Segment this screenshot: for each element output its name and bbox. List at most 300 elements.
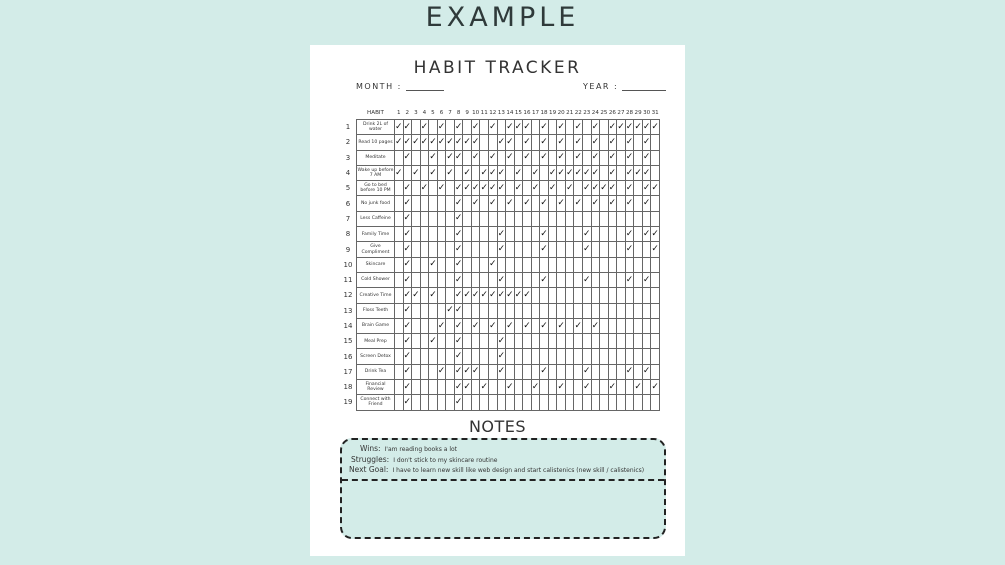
checkmark-icon[interactable]: ✓ xyxy=(489,318,498,333)
day-cell[interactable] xyxy=(514,196,523,211)
day-cell[interactable] xyxy=(429,120,438,135)
checkmark-icon[interactable]: ✓ xyxy=(437,120,446,135)
day-cell[interactable] xyxy=(565,150,574,165)
day-cell[interactable] xyxy=(506,242,515,257)
day-cell[interactable] xyxy=(514,364,523,379)
checkmark-icon[interactable]: ✓ xyxy=(523,288,532,303)
day-cell[interactable] xyxy=(634,181,643,196)
checkmark-icon[interactable]: ✓ xyxy=(574,120,583,135)
checkmark-icon[interactable]: ✓ xyxy=(471,364,480,379)
day-cell[interactable] xyxy=(600,196,609,211)
day-cell[interactable] xyxy=(557,349,566,364)
day-cell[interactable] xyxy=(600,318,609,333)
day-cell[interactable] xyxy=(395,364,404,379)
day-cell[interactable] xyxy=(514,135,523,150)
day-cell[interactable] xyxy=(548,380,557,395)
checkmark-icon[interactable]: ✓ xyxy=(557,196,566,211)
checkmark-icon[interactable]: ✓ xyxy=(446,135,455,150)
day-cell[interactable] xyxy=(565,288,574,303)
checkmark-icon[interactable]: ✓ xyxy=(454,395,463,410)
checkmark-icon[interactable]: ✓ xyxy=(429,288,438,303)
day-cell[interactable] xyxy=(608,288,617,303)
day-cell[interactable] xyxy=(437,196,446,211)
day-cell[interactable] xyxy=(642,288,651,303)
day-cell[interactable] xyxy=(634,196,643,211)
checkmark-icon[interactable]: ✓ xyxy=(523,135,532,150)
checkmark-icon[interactable]: ✓ xyxy=(540,318,549,333)
day-cell[interactable] xyxy=(412,257,421,272)
day-cell[interactable] xyxy=(429,181,438,196)
day-cell[interactable] xyxy=(420,242,429,257)
day-cell[interactable] xyxy=(642,349,651,364)
day-cell[interactable] xyxy=(471,380,480,395)
day-cell[interactable] xyxy=(625,395,634,410)
checkmark-icon[interactable]: ✓ xyxy=(514,120,523,135)
day-cell[interactable] xyxy=(651,395,660,410)
checkmark-icon[interactable]: ✓ xyxy=(642,227,651,242)
checkmark-icon[interactable]: ✓ xyxy=(557,380,566,395)
day-cell[interactable] xyxy=(583,211,592,226)
day-cell[interactable] xyxy=(395,242,404,257)
day-cell[interactable] xyxy=(565,211,574,226)
day-cell[interactable] xyxy=(557,288,566,303)
checkmark-icon[interactable]: ✓ xyxy=(446,303,455,318)
day-cell[interactable] xyxy=(480,211,489,226)
day-cell[interactable] xyxy=(565,380,574,395)
checkmark-icon[interactable]: ✓ xyxy=(497,288,506,303)
day-cell[interactable] xyxy=(591,395,600,410)
checkmark-icon[interactable]: ✓ xyxy=(463,135,472,150)
day-cell[interactable] xyxy=(395,318,404,333)
day-cell[interactable] xyxy=(523,211,532,226)
day-cell[interactable] xyxy=(540,334,549,349)
day-cell[interactable] xyxy=(446,349,455,364)
checkmark-icon[interactable]: ✓ xyxy=(634,165,643,180)
checkmark-icon[interactable]: ✓ xyxy=(480,165,489,180)
day-cell[interactable] xyxy=(557,272,566,287)
day-cell[interactable] xyxy=(514,211,523,226)
day-cell[interactable] xyxy=(497,120,506,135)
day-cell[interactable] xyxy=(395,181,404,196)
day-cell[interactable] xyxy=(506,211,515,226)
checkmark-icon[interactable]: ✓ xyxy=(642,165,651,180)
day-cell[interactable] xyxy=(446,211,455,226)
checkmark-icon[interactable]: ✓ xyxy=(454,303,463,318)
day-cell[interactable] xyxy=(557,181,566,196)
day-cell[interactable] xyxy=(480,318,489,333)
day-cell[interactable] xyxy=(651,334,660,349)
day-cell[interactable] xyxy=(540,288,549,303)
checkmark-icon[interactable]: ✓ xyxy=(489,150,498,165)
day-cell[interactable] xyxy=(565,272,574,287)
day-cell[interactable] xyxy=(463,272,472,287)
day-cell[interactable] xyxy=(642,257,651,272)
day-cell[interactable] xyxy=(557,395,566,410)
day-cell[interactable] xyxy=(523,257,532,272)
day-cell[interactable] xyxy=(480,242,489,257)
day-cell[interactable] xyxy=(514,272,523,287)
day-cell[interactable] xyxy=(617,165,626,180)
checkmark-icon[interactable]: ✓ xyxy=(583,181,592,196)
day-cell[interactable] xyxy=(617,349,626,364)
day-cell[interactable] xyxy=(395,349,404,364)
day-cell[interactable] xyxy=(480,334,489,349)
day-cell[interactable] xyxy=(574,227,583,242)
day-cell[interactable] xyxy=(463,334,472,349)
checkmark-icon[interactable]: ✓ xyxy=(625,364,634,379)
day-cell[interactable] xyxy=(617,364,626,379)
day-cell[interactable] xyxy=(514,257,523,272)
checkmark-icon[interactable]: ✓ xyxy=(642,196,651,211)
day-cell[interactable] xyxy=(548,257,557,272)
checkmark-icon[interactable]: ✓ xyxy=(514,288,523,303)
day-cell[interactable] xyxy=(651,150,660,165)
day-cell[interactable] xyxy=(565,395,574,410)
day-cell[interactable] xyxy=(540,380,549,395)
day-cell[interactable] xyxy=(591,364,600,379)
day-cell[interactable] xyxy=(412,227,421,242)
day-cell[interactable] xyxy=(446,288,455,303)
day-cell[interactable] xyxy=(574,349,583,364)
checkmark-icon[interactable]: ✓ xyxy=(625,181,634,196)
day-cell[interactable] xyxy=(446,334,455,349)
day-cell[interactable] xyxy=(446,242,455,257)
day-cell[interactable] xyxy=(651,165,660,180)
day-cell[interactable] xyxy=(412,364,421,379)
day-cell[interactable] xyxy=(625,211,634,226)
day-cell[interactable] xyxy=(600,120,609,135)
checkmark-icon[interactable]: ✓ xyxy=(651,380,660,395)
day-cell[interactable] xyxy=(463,349,472,364)
checkmark-icon[interactable]: ✓ xyxy=(617,120,626,135)
day-cell[interactable] xyxy=(634,349,643,364)
day-cell[interactable] xyxy=(540,395,549,410)
day-cell[interactable] xyxy=(625,318,634,333)
checkmark-icon[interactable]: ✓ xyxy=(591,196,600,211)
day-cell[interactable] xyxy=(437,334,446,349)
day-cell[interactable] xyxy=(531,257,540,272)
day-cell[interactable] xyxy=(420,257,429,272)
day-cell[interactable] xyxy=(642,395,651,410)
checkmark-icon[interactable]: ✓ xyxy=(591,150,600,165)
checkmark-icon[interactable]: ✓ xyxy=(531,165,540,180)
day-cell[interactable] xyxy=(403,165,412,180)
checkmark-icon[interactable]: ✓ xyxy=(454,150,463,165)
day-cell[interactable] xyxy=(395,211,404,226)
day-cell[interactable] xyxy=(617,257,626,272)
day-cell[interactable] xyxy=(480,150,489,165)
day-cell[interactable] xyxy=(497,196,506,211)
day-cell[interactable] xyxy=(429,318,438,333)
day-cell[interactable] xyxy=(608,272,617,287)
checkmark-icon[interactable]: ✓ xyxy=(591,120,600,135)
checkmark-icon[interactable]: ✓ xyxy=(446,165,455,180)
checkmark-icon[interactable]: ✓ xyxy=(454,196,463,211)
day-cell[interactable] xyxy=(420,303,429,318)
day-cell[interactable] xyxy=(506,364,515,379)
day-cell[interactable] xyxy=(497,211,506,226)
checkmark-icon[interactable]: ✓ xyxy=(429,150,438,165)
checkmark-icon[interactable]: ✓ xyxy=(497,165,506,180)
day-cell[interactable] xyxy=(642,380,651,395)
day-cell[interactable] xyxy=(548,120,557,135)
day-cell[interactable] xyxy=(557,211,566,226)
day-cell[interactable] xyxy=(634,211,643,226)
checkmark-icon[interactable]: ✓ xyxy=(608,380,617,395)
day-cell[interactable] xyxy=(446,272,455,287)
checkmark-icon[interactable]: ✓ xyxy=(565,165,574,180)
checkmark-icon[interactable]: ✓ xyxy=(403,135,412,150)
day-cell[interactable] xyxy=(574,395,583,410)
checkmark-icon[interactable]: ✓ xyxy=(395,165,404,180)
day-cell[interactable] xyxy=(557,334,566,349)
day-cell[interactable] xyxy=(565,135,574,150)
checkmark-icon[interactable]: ✓ xyxy=(557,135,566,150)
checkmark-icon[interactable]: ✓ xyxy=(642,135,651,150)
day-cell[interactable] xyxy=(608,303,617,318)
day-cell[interactable] xyxy=(463,150,472,165)
day-cell[interactable] xyxy=(642,211,651,226)
day-cell[interactable] xyxy=(523,272,532,287)
day-cell[interactable] xyxy=(617,334,626,349)
day-cell[interactable] xyxy=(480,272,489,287)
day-cell[interactable] xyxy=(565,120,574,135)
checkmark-icon[interactable]: ✓ xyxy=(506,196,515,211)
day-cell[interactable] xyxy=(395,303,404,318)
day-cell[interactable] xyxy=(437,349,446,364)
checkmark-icon[interactable]: ✓ xyxy=(642,181,651,196)
day-cell[interactable] xyxy=(583,257,592,272)
checkmark-icon[interactable]: ✓ xyxy=(395,135,404,150)
day-cell[interactable] xyxy=(446,120,455,135)
day-cell[interactable] xyxy=(480,227,489,242)
day-cell[interactable] xyxy=(514,395,523,410)
day-cell[interactable] xyxy=(531,211,540,226)
day-cell[interactable] xyxy=(523,227,532,242)
day-cell[interactable] xyxy=(489,349,498,364)
day-cell[interactable] xyxy=(480,303,489,318)
day-cell[interactable] xyxy=(489,334,498,349)
day-cell[interactable] xyxy=(591,288,600,303)
checkmark-icon[interactable]: ✓ xyxy=(583,380,592,395)
day-cell[interactable] xyxy=(591,380,600,395)
checkmark-icon[interactable]: ✓ xyxy=(625,165,634,180)
day-cell[interactable] xyxy=(446,257,455,272)
day-cell[interactable] xyxy=(489,272,498,287)
day-cell[interactable] xyxy=(523,242,532,257)
day-cell[interactable] xyxy=(506,395,515,410)
checkmark-icon[interactable]: ✓ xyxy=(403,303,412,318)
checkmark-icon[interactable]: ✓ xyxy=(583,272,592,287)
day-cell[interactable] xyxy=(429,272,438,287)
checkmark-icon[interactable]: ✓ xyxy=(608,181,617,196)
day-cell[interactable] xyxy=(412,334,421,349)
day-cell[interactable] xyxy=(489,303,498,318)
day-cell[interactable] xyxy=(591,272,600,287)
checkmark-icon[interactable]: ✓ xyxy=(471,288,480,303)
day-cell[interactable] xyxy=(463,318,472,333)
day-cell[interactable] xyxy=(463,196,472,211)
day-cell[interactable] xyxy=(471,272,480,287)
day-cell[interactable] xyxy=(489,380,498,395)
checkmark-icon[interactable]: ✓ xyxy=(497,242,506,257)
day-cell[interactable] xyxy=(617,395,626,410)
checkmark-icon[interactable]: ✓ xyxy=(395,120,404,135)
checkmark-icon[interactable]: ✓ xyxy=(574,165,583,180)
checkmark-icon[interactable]: ✓ xyxy=(403,211,412,226)
day-cell[interactable] xyxy=(506,227,515,242)
day-cell[interactable] xyxy=(523,364,532,379)
day-cell[interactable] xyxy=(489,227,498,242)
checkmark-icon[interactable]: ✓ xyxy=(429,257,438,272)
checkmark-icon[interactable]: ✓ xyxy=(454,334,463,349)
day-cell[interactable] xyxy=(651,196,660,211)
day-cell[interactable] xyxy=(557,364,566,379)
checkmark-icon[interactable]: ✓ xyxy=(591,318,600,333)
checkmark-icon[interactable]: ✓ xyxy=(531,380,540,395)
day-cell[interactable] xyxy=(395,196,404,211)
day-cell[interactable] xyxy=(463,120,472,135)
day-cell[interactable] xyxy=(463,242,472,257)
checkmark-icon[interactable]: ✓ xyxy=(523,150,532,165)
day-cell[interactable] xyxy=(591,227,600,242)
checkmark-icon[interactable]: ✓ xyxy=(454,288,463,303)
day-cell[interactable] xyxy=(557,257,566,272)
checkmark-icon[interactable]: ✓ xyxy=(583,364,592,379)
checkmark-icon[interactable]: ✓ xyxy=(531,181,540,196)
checkmark-icon[interactable]: ✓ xyxy=(403,242,412,257)
day-cell[interactable] xyxy=(437,227,446,242)
day-cell[interactable] xyxy=(583,150,592,165)
day-cell[interactable] xyxy=(540,211,549,226)
checkmark-icon[interactable]: ✓ xyxy=(454,364,463,379)
day-cell[interactable] xyxy=(600,334,609,349)
day-cell[interactable] xyxy=(531,227,540,242)
day-cell[interactable] xyxy=(420,334,429,349)
day-cell[interactable] xyxy=(463,211,472,226)
day-cell[interactable] xyxy=(565,196,574,211)
checkmark-icon[interactable]: ✓ xyxy=(446,150,455,165)
day-cell[interactable] xyxy=(514,303,523,318)
day-cell[interactable] xyxy=(617,318,626,333)
checkmark-icon[interactable]: ✓ xyxy=(548,181,557,196)
day-cell[interactable] xyxy=(548,242,557,257)
day-cell[interactable] xyxy=(489,364,498,379)
day-cell[interactable] xyxy=(395,395,404,410)
day-cell[interactable] xyxy=(446,196,455,211)
checkmark-icon[interactable]: ✓ xyxy=(608,120,617,135)
day-cell[interactable] xyxy=(420,364,429,379)
day-cell[interactable] xyxy=(651,257,660,272)
day-cell[interactable] xyxy=(446,380,455,395)
checkmark-icon[interactable]: ✓ xyxy=(403,364,412,379)
checkmark-icon[interactable]: ✓ xyxy=(591,165,600,180)
day-cell[interactable] xyxy=(574,364,583,379)
checkmark-icon[interactable]: ✓ xyxy=(557,120,566,135)
checkmark-icon[interactable]: ✓ xyxy=(583,165,592,180)
day-cell[interactable] xyxy=(395,257,404,272)
checkmark-icon[interactable]: ✓ xyxy=(506,150,515,165)
day-cell[interactable] xyxy=(574,242,583,257)
checkmark-icon[interactable]: ✓ xyxy=(506,318,515,333)
day-cell[interactable] xyxy=(429,227,438,242)
day-cell[interactable] xyxy=(634,242,643,257)
day-cell[interactable] xyxy=(531,288,540,303)
day-cell[interactable] xyxy=(489,135,498,150)
day-cell[interactable] xyxy=(600,395,609,410)
day-cell[interactable] xyxy=(412,272,421,287)
checkmark-icon[interactable]: ✓ xyxy=(497,135,506,150)
checkmark-icon[interactable]: ✓ xyxy=(454,242,463,257)
day-cell[interactable] xyxy=(514,380,523,395)
checkmark-icon[interactable]: ✓ xyxy=(608,165,617,180)
day-cell[interactable] xyxy=(548,227,557,242)
day-cell[interactable] xyxy=(548,364,557,379)
day-cell[interactable] xyxy=(591,211,600,226)
day-cell[interactable] xyxy=(437,150,446,165)
day-cell[interactable] xyxy=(523,181,532,196)
day-cell[interactable] xyxy=(557,303,566,318)
day-cell[interactable] xyxy=(625,288,634,303)
day-cell[interactable] xyxy=(471,395,480,410)
day-cell[interactable] xyxy=(437,272,446,287)
checkmark-icon[interactable]: ✓ xyxy=(651,181,660,196)
checkmark-icon[interactable]: ✓ xyxy=(403,227,412,242)
day-cell[interactable] xyxy=(463,227,472,242)
checkmark-icon[interactable]: ✓ xyxy=(489,165,498,180)
day-cell[interactable] xyxy=(395,288,404,303)
day-cell[interactable] xyxy=(600,135,609,150)
day-cell[interactable] xyxy=(617,227,626,242)
day-cell[interactable] xyxy=(574,288,583,303)
day-cell[interactable] xyxy=(548,150,557,165)
day-cell[interactable] xyxy=(540,303,549,318)
checkmark-icon[interactable]: ✓ xyxy=(523,120,532,135)
day-cell[interactable] xyxy=(437,288,446,303)
day-cell[interactable] xyxy=(600,364,609,379)
checkmark-icon[interactable]: ✓ xyxy=(608,150,617,165)
day-cell[interactable] xyxy=(420,380,429,395)
day-cell[interactable] xyxy=(625,257,634,272)
day-cell[interactable] xyxy=(514,349,523,364)
day-cell[interactable] xyxy=(608,395,617,410)
checkmark-icon[interactable]: ✓ xyxy=(557,165,566,180)
day-cell[interactable] xyxy=(617,303,626,318)
day-cell[interactable] xyxy=(506,181,515,196)
checkmark-icon[interactable]: ✓ xyxy=(506,288,515,303)
checkmark-icon[interactable]: ✓ xyxy=(574,196,583,211)
day-cell[interactable] xyxy=(625,334,634,349)
day-cell[interactable] xyxy=(634,272,643,287)
day-cell[interactable] xyxy=(420,196,429,211)
day-cell[interactable] xyxy=(471,303,480,318)
checkmark-icon[interactable]: ✓ xyxy=(625,272,634,287)
checkmark-icon[interactable]: ✓ xyxy=(651,242,660,257)
day-cell[interactable] xyxy=(625,349,634,364)
day-cell[interactable] xyxy=(506,303,515,318)
checkmark-icon[interactable]: ✓ xyxy=(489,257,498,272)
day-cell[interactable] xyxy=(471,242,480,257)
day-cell[interactable] xyxy=(412,318,421,333)
checkmark-icon[interactable]: ✓ xyxy=(540,364,549,379)
day-cell[interactable] xyxy=(523,349,532,364)
day-cell[interactable] xyxy=(574,181,583,196)
day-cell[interactable] xyxy=(446,395,455,410)
day-cell[interactable] xyxy=(608,242,617,257)
checkmark-icon[interactable]: ✓ xyxy=(480,288,489,303)
day-cell[interactable] xyxy=(651,272,660,287)
checkmark-icon[interactable]: ✓ xyxy=(642,364,651,379)
